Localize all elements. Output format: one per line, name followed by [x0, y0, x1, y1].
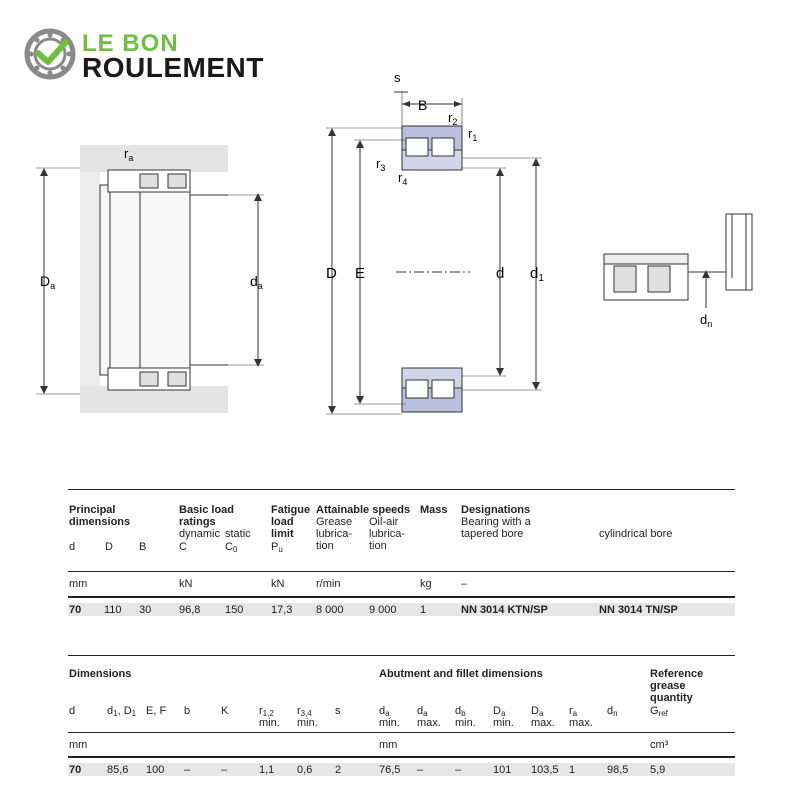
t2-val-ra: 1 — [569, 764, 576, 776]
t2-col-r34: $r_{3,4}$ — [297, 705, 312, 718]
t1-val-B: 30 — [139, 604, 152, 616]
t2-col-s: s — [335, 705, 341, 717]
label-D: D — [326, 265, 337, 282]
t2-col-ra-max: max. — [569, 717, 593, 729]
label-r2: $r_2$ — [448, 110, 458, 127]
t2-col-da-min-label: min. — [379, 717, 400, 729]
label-E: E — [355, 265, 366, 282]
label-s: s — [394, 70, 401, 85]
t2-val-EF: 100 — [146, 764, 165, 776]
bearing-section-drawing — [320, 62, 560, 422]
t1-unit-kN-2: kN — [271, 578, 285, 590]
t1-unit-kg: kg — [420, 578, 432, 590]
mounting-drawing — [0, 130, 290, 430]
t2-val-d: 70 — [69, 764, 82, 776]
label-r1: $r_1$ — [468, 126, 478, 143]
label-r4: $r_4$ — [398, 170, 408, 187]
t2-col-Da-max: $D_a$ — [531, 705, 544, 718]
t1-sym-C0: $C_0$ — [225, 541, 238, 554]
t1-h-static: static — [225, 528, 251, 540]
label-Da: $D_a$ — [40, 273, 56, 291]
t2-val-r34: 0,6 — [297, 764, 313, 776]
t2-val-db-min: – — [455, 764, 462, 776]
t1-h-bearing: Bearing with a — [461, 516, 531, 528]
t2-val-da-min: 76,5 — [379, 764, 401, 776]
t2-h-dimensions: Dimensions — [69, 668, 132, 680]
t2-col-d: d — [69, 705, 76, 717]
label-d1: $d_1$ — [530, 265, 544, 284]
t2-col-b: b — [184, 705, 191, 717]
label-da: $d_a$ — [250, 273, 263, 291]
t1-h-principal: Principal — [69, 504, 116, 516]
t2-val-r12: 1,1 — [259, 764, 275, 776]
t1-h-fatigue: Fatigue — [271, 504, 311, 516]
t2-col-da-max-label: max. — [417, 717, 441, 729]
t1-h-designations: Designations — [461, 504, 531, 516]
t1-val-C: 96,8 — [179, 604, 201, 616]
t1-h-oilair: Oil-air — [369, 516, 399, 528]
t1-h-dynamic: dynamic — [179, 528, 220, 540]
t2-val-K: – — [221, 764, 228, 776]
t2-col-r34-min: min. — [297, 717, 318, 729]
label-B: B — [418, 97, 428, 113]
label-d: d — [496, 265, 505, 282]
t1-h-dimensions: dimensions — [69, 516, 131, 528]
t2-unit-cm3: cm³ — [650, 739, 669, 751]
t1-val-D: 110 — [104, 604, 122, 616]
t1-unit-dash: – — [461, 578, 468, 590]
t2-val-d1: 85,6 — [107, 764, 129, 776]
label-ra: $r_a$ — [124, 146, 134, 163]
t1-h-basic: Basic load — [179, 504, 235, 516]
t1-h-attainable: Attainable speeds — [316, 504, 411, 516]
logo-line1: LE BON — [82, 30, 179, 57]
t2-val-G: 5,9 — [650, 764, 666, 776]
t1-unit-rmin: r/min — [316, 578, 341, 590]
t2-col-ra: $r_a$ — [569, 705, 578, 718]
t1-val-oilair: 9 000 — [369, 604, 397, 616]
logo-bearing-icon — [24, 28, 76, 80]
logo-line2: ROULEMENT — [82, 52, 264, 83]
t2-col-K: K — [221, 705, 229, 717]
t1-h-lubrica2: lubrica- — [369, 528, 406, 540]
t1-sym-Pu: $P_u$ — [271, 541, 283, 554]
t2-col-db-min: $d_b$ — [455, 705, 466, 718]
t2-col-Gref: $G_{ref}$ — [650, 705, 668, 718]
t2-val-b: – — [184, 764, 191, 776]
t2-col-EF: E, F — [146, 705, 167, 717]
t1-h-ratings: ratings — [179, 516, 216, 528]
t2-col-da-min: $d_a$ — [379, 705, 390, 718]
t1-val-tapered: NN 3014 KTN/SP — [461, 604, 548, 616]
t1-unit-mm: mm — [69, 578, 88, 590]
t2-val-dn: 98,5 — [607, 764, 629, 776]
t2-unit-mm: mm — [69, 739, 88, 751]
t1-h-tion2: tion — [369, 540, 387, 552]
t2-val-Da-max: 103,5 — [531, 764, 559, 776]
t2-col-Da-max-label: max. — [531, 717, 555, 729]
t2-col-Da-min-label: min. — [493, 717, 514, 729]
t1-unit-kN: kN — [179, 578, 193, 590]
t1-val-d: 70 — [69, 604, 82, 616]
t1-sym-D: D — [105, 541, 113, 553]
t1-h-tion1: tion — [316, 540, 334, 552]
t1-h-lubrica1: lubrica- — [316, 528, 353, 540]
t2-col-Da-min: $D_a$ — [493, 705, 506, 718]
t2-h-quantity: quantity — [650, 692, 693, 704]
t2-val-s: 2 — [335, 764, 342, 776]
t2-col-r12: $r_{1,2}$ — [259, 705, 274, 718]
t1-val-mass: 1 — [420, 604, 427, 616]
t1-h-limit: limit — [271, 528, 294, 540]
t2-col-dn: $d_n$ — [607, 705, 618, 718]
t2-h-grease: grease — [650, 680, 686, 692]
t2-val-Da-min: 101 — [493, 764, 512, 776]
t1-h-mass: Mass — [420, 504, 448, 516]
t2-unit-mm-2: mm — [379, 739, 398, 751]
t1-sym-d: d — [69, 541, 76, 553]
t1-val-Pu: 17,3 — [271, 604, 293, 616]
label-dn: $d_n$ — [700, 312, 713, 329]
t1-val-cylindrical: NN 3014 TN/SP — [599, 604, 678, 616]
t2-col-db-min-label: min. — [455, 717, 476, 729]
t1-h-grease: Grease — [316, 516, 353, 528]
t2-h-reference: Reference — [650, 668, 704, 680]
t1-val-C0: 150 — [225, 604, 244, 616]
lubrication-detail-drawing — [596, 208, 760, 348]
t2-val-da-max: – — [417, 764, 424, 776]
label-r3: $r_3$ — [376, 156, 386, 173]
t1-sym-B: B — [139, 541, 147, 553]
t1-val-grease: 8 000 — [316, 604, 344, 616]
t2-col-d1-D1: $d_1$, $D_1$ — [107, 705, 137, 718]
t2-h-abutment: Abutment and fillet dimensions — [379, 668, 543, 680]
t2-col-da-max: $d_a$ — [417, 705, 428, 718]
t1-h-tapered: tapered bore — [461, 528, 524, 540]
t1-h-load: load — [271, 516, 294, 528]
t2-col-r12-min: min. — [259, 717, 280, 729]
t1-h-cylindrical: cylindrical bore — [599, 528, 673, 540]
t1-sym-C: C — [179, 541, 187, 553]
